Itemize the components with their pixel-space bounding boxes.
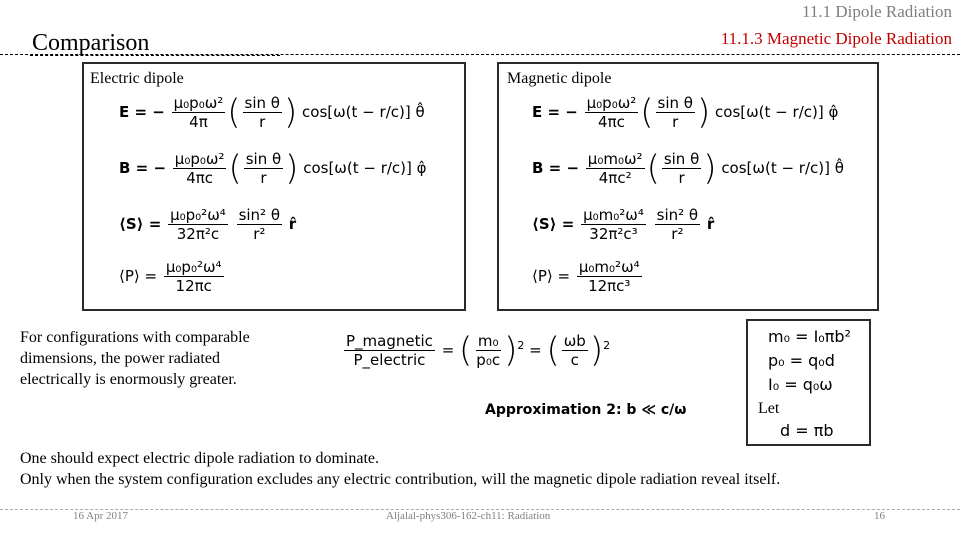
approximation-text: Approximation 2: b ≪ c/ω [485,402,687,418]
magnetic-power-equation: ⟨P⟩ = $\frac{\text{μ₀m₀²ω⁴}}{\text{12πc³}}$ [532,258,640,295]
electric-poynting-equation: ⟨S⟩ = $\frac{\text{μ₀p₀²ω⁴}}{\text{32π²c}}$ $\frac{\text{sin² θ}}{\text{r²}}$ r̂ [119,206,297,243]
let-label: Let [758,400,780,417]
footer-page-number: 16 [874,510,885,522]
slide-title: Comparison [32,30,150,56]
electric-power-equation: ⟨P⟩ = $\frac{\text{μ₀p₀²ω⁴}}{12\pi c}$ [119,258,222,295]
title-underline [30,55,280,56]
let-line-4: d = πb [780,421,834,440]
footer-course: Aljalal-phys306-162-ch11: Radiation [386,510,551,522]
electric-dipole-label: Electric dipole [90,70,184,87]
let-line-3: I₀ = q₀ω [768,375,833,394]
let-line-2: p₀ = q₀d [768,351,835,370]
electric-dipole-box [82,62,466,311]
let-definitions-box [746,319,871,446]
magnetic-b-equation: B = − $\frac{\text{μ₀m₀ω²}}{\text{4πc²}}$ ( $\frac{\text{sin θ}}{r}$ ) cos[ω(t − r/c)] θ̂ [532,148,844,189]
power-ratio-equation: $\frac{\text{P\_magnetic}}{\text{P\_electric}}$ = ( $\frac{\text{m₀}}{\text{p₀c}}$ )$^2$ = ( $\frac{\omega b}{c}$ )$^2$ [346,330,611,371]
magnetic-dipole-box [497,62,879,311]
conclusion-line-1: One should expect electric dipole radiation to dominate. [20,450,379,467]
conclusion-line-2: Only when the system configuration excludes any electric contribution, will the magnetic dipole radiation reveal itself. [20,471,781,488]
magnetic-dipole-label: Magnetic dipole [507,70,612,87]
subsection-title: 11.1.3 Magnetic Dipole Radiation [720,29,952,48]
let-line-1: m₀ = I₀πb² [768,327,851,346]
magnetic-poynting-equation: ⟨S⟩ = $\frac{\text{μ₀m₀²ω⁴}}{\text{32π²c³}}$ $\frac{\text{sin² θ}}{\text{r²}}$ r̂ [532,206,715,243]
section-title: 11.1 Dipole Radiation [802,2,952,21]
electric-e-equation: E = − $\frac{\text{μ₀p₀ω²}}{4\pi}$ ( $\frac{\text{sin θ}}{r}$ ) cos[ω(t − r/c)] θ̂ [119,92,425,133]
electric-b-equation: B = − $\frac{\text{μ₀p₀ω²}}{4\pi c}$ ( $\frac{\text{sin θ}}{r}$ ) cos[ω(t − r/c)] φ̂ [119,148,427,189]
comparison-text: For configurations with comparable dimensions, the power radiated electrically is enormously greater. [20,329,250,388]
footer-date: 16 Apr 2017 [73,510,128,522]
magnetic-e-equation: E = − $\frac{\text{μ₀p₀ω²}}{4\pi c}$ ( $\frac{\text{sin θ}}{r}$ ) cos[ω(t − r/c)] φ̂ [532,92,839,133]
